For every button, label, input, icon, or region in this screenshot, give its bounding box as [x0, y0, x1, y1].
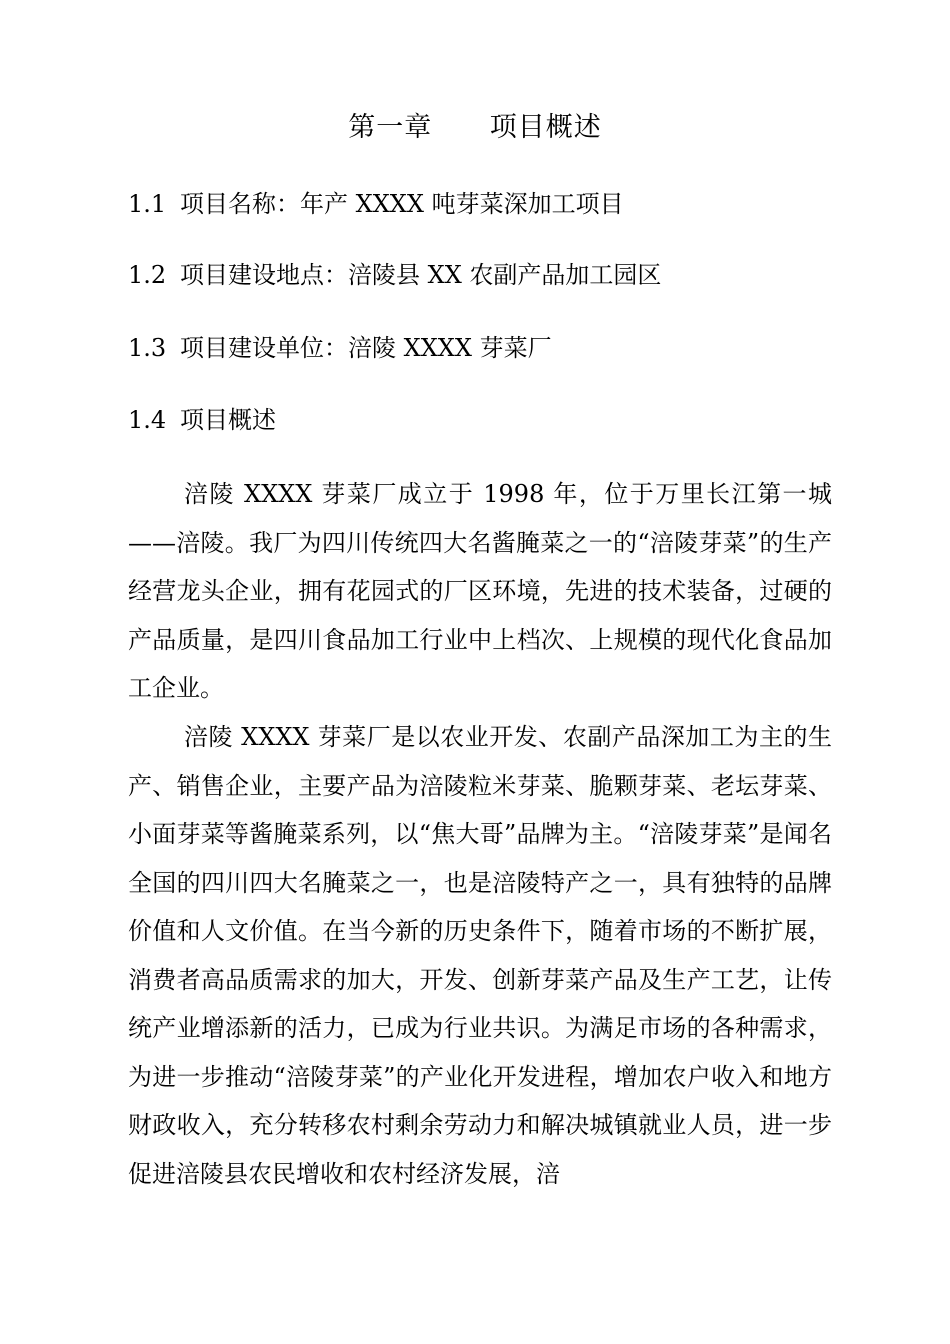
section-text: 项目建设地点：涪陵县 XX 农副产品加工园区	[180, 261, 662, 289]
chapter-title: 第一章 项目概述	[348, 112, 602, 143]
section-number: 1.2	[128, 261, 167, 289]
body-paragraph-2: 涪陵 XXXX 芽菜厂是以农业开发、农副产品深加工为主的生产、销售企业，主要产品为涪陵粒米芽菜、脆颗芽菜、老坛芽菜、小面芽菜等酱腌菜系列，以“焦大哥”品牌为主。“涪陵芽菜”是闻名全国的四川四大名腌菜之一，也是涪陵特产之一，具有独特的品牌价值和人文价值。在当今新的历史条件下，随着市场的不断扩展，消费者高品质需求的加大，开发、创新芽菜产品及生产工艺，让传统产业增添新的活力，已成为行业共识。为满足市场的各种需求，为进一步推动“涪陵芽菜”的产业化开发进程，增加农户收入和地方财政收入，充分转移农村剩余劳动力和解决城镇就业人员，进一步促进涪陵县农民增收和农村经济发展，涪	[128, 723, 832, 1188]
section-number: 1.4	[128, 406, 167, 434]
section-text: 项目概述	[180, 406, 276, 434]
section-1-4	[128, 402, 276, 438]
section-number: 1.1	[128, 190, 167, 218]
body-paragraph-1: 涪陵 XXXX 芽菜厂成立于 1998 年，位于万里长江第一城——涪陵。我厂为四川传统四大名酱腌菜之一的“涪陵芽菜”的生产经营龙头企业，拥有花园式的厂区环境，先进的技术装备，过硬的产品质量，是四川食品加工行业中上档次、上规模的现代化食品加工企业。	[128, 480, 832, 702]
section-number: 1.3	[128, 334, 167, 362]
section-1-1	[128, 186, 624, 222]
section-1-3	[128, 330, 552, 366]
section-text: 项目名称：年产 XXXX 吨芽菜深加工项目	[180, 190, 624, 218]
section-text: 项目建设单位：涪陵 XXXX 芽菜厂	[180, 334, 552, 362]
section-1-2	[128, 257, 661, 293]
